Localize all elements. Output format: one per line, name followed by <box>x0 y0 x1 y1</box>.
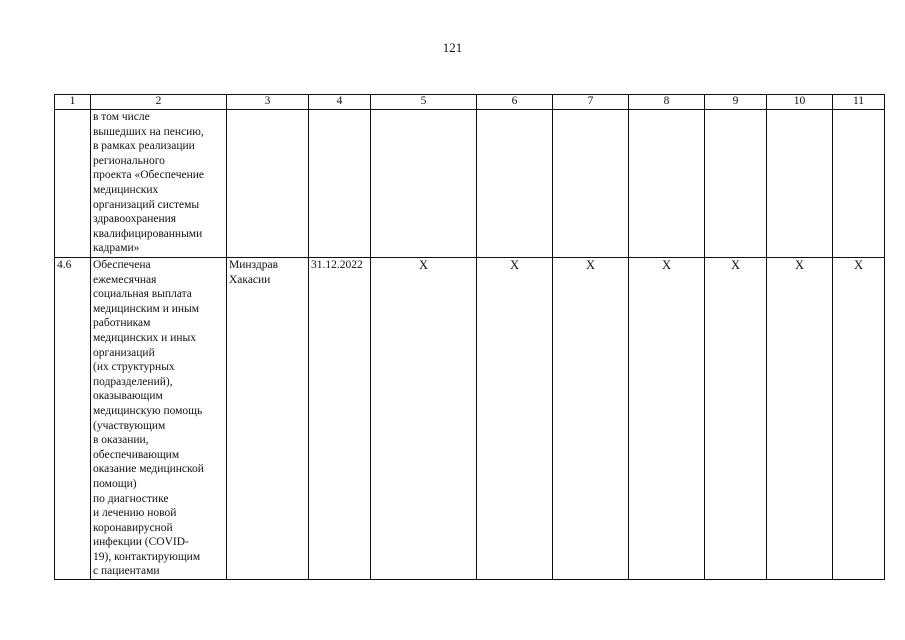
value-cell <box>477 110 553 258</box>
column-header-11: 11 <box>833 95 885 110</box>
column-header-3: 3 <box>227 95 309 110</box>
row-number-cell <box>55 110 91 258</box>
responsible-cell <box>227 258 309 580</box>
value-cell: Х <box>553 258 629 580</box>
description-cell <box>91 110 227 258</box>
table-row <box>55 110 885 258</box>
description-cell <box>91 258 227 580</box>
value-cell <box>705 110 767 258</box>
value-cell: Х <box>833 258 885 580</box>
value-cell <box>629 110 705 258</box>
value-cell <box>767 110 833 258</box>
description-text: Обеспечена ежемесячная социальная выплата медицинским и иным работникам медицинских и иных организаций (их структурных подразделений), оказывающим медицинскую помощь (участвующим в оказании, обеспечивающим оказание медицинской помощи) по диагностике и лечению новой коронавирусной инфекции (COVID- 19), контактирующим с пациентами <box>93 259 204 578</box>
column-header-7: 7 <box>553 95 629 110</box>
value-cell <box>371 110 477 258</box>
deadline-cell <box>309 110 371 258</box>
value-cell <box>553 110 629 258</box>
table-row <box>55 258 885 580</box>
column-header-9: 9 <box>705 95 767 110</box>
column-header-8: 8 <box>629 95 705 110</box>
value-cell: Х <box>629 258 705 580</box>
responsible-cell <box>227 110 309 258</box>
deadline-cell: 31.12.2022 <box>309 258 371 580</box>
column-header-2: 2 <box>91 95 227 110</box>
value-cell: Х <box>371 258 477 580</box>
value-cell: Х <box>705 258 767 580</box>
column-header-1: 1 <box>55 95 91 110</box>
description-text: в том числе вышедших на пенсию, в рамках реализации регионального проекта «Обеспечение медицинских организаций системы здравоохранения квалифицированными кадрами» <box>93 111 205 255</box>
column-header-6: 6 <box>477 95 553 110</box>
value-cell <box>833 110 885 258</box>
value-cell: Х <box>477 258 553 580</box>
value-cell: Х <box>767 258 833 580</box>
row-number-cell: 4.6 <box>55 258 91 580</box>
header-row <box>55 95 885 110</box>
document-table <box>54 94 885 580</box>
column-header-5: 5 <box>371 95 477 110</box>
page-number: 121 <box>442 40 463 55</box>
responsible-text: Минздрав Хакасии <box>229 259 279 286</box>
column-header-10: 10 <box>767 95 833 110</box>
column-header-4: 4 <box>309 95 371 110</box>
